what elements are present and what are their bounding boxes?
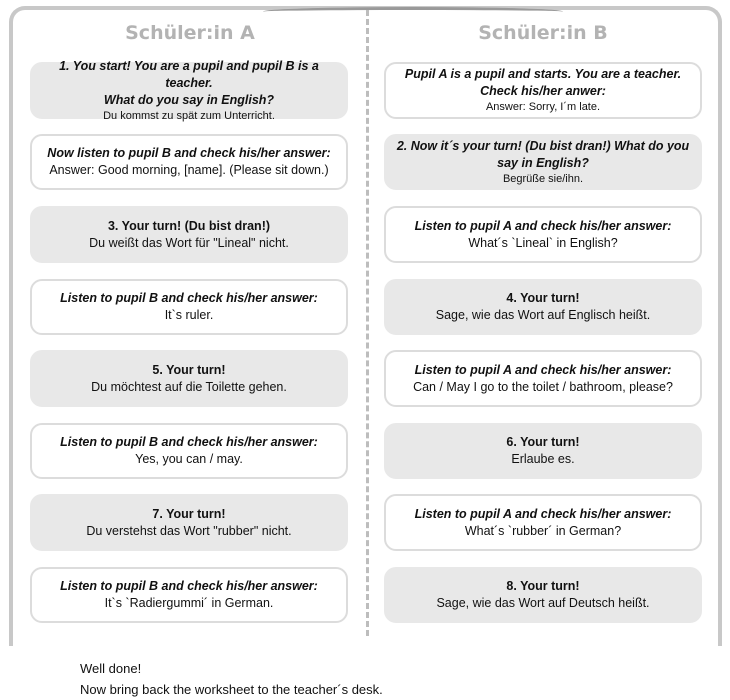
card-text: Du kommst zu spät zum Unterricht. [103, 109, 275, 122]
card-text: Begrüße sie/ihn. [502, 172, 584, 185]
card-a-8 [30, 567, 348, 623]
card-text: It`s `Radiergummi´ in German. [104, 596, 274, 610]
column-a-title: Schüler:in A [125, 22, 255, 44]
card-turn: 5. Your turn! [152, 362, 226, 377]
card-b-2 [384, 134, 702, 190]
card-text: It`s ruler. [164, 308, 214, 322]
card-a-7 [30, 494, 348, 551]
card-text: Erlaube es. [511, 452, 575, 466]
card-instruction: Listen to pupil B and check his/her answer: [60, 579, 318, 593]
card-instruction: Listen to pupil B and check his/her answer: [60, 291, 318, 305]
footer-praise: Well done! [80, 661, 142, 676]
card-text: Du möchtest auf die Toilette gehen. [91, 379, 287, 394]
card-instruction: Check his/her anwer: [480, 84, 606, 98]
card-text: Sage, wie das Wort auf Deutsch heißt. [436, 596, 650, 610]
title-decoration [263, 7, 563, 16]
card-a-2 [30, 134, 348, 190]
card-a-6 [30, 423, 348, 479]
column-divider [366, 10, 369, 636]
card-text: Answer: Good morning, [name]. (Please sit down.) [49, 163, 329, 177]
card-turn: 3. Your turn! (Du bist dran!) [107, 218, 271, 233]
card-instruction: 1. You start! You are a pupil and pupil B is a teacher. [59, 58, 319, 90]
card-b-4 [384, 279, 702, 335]
card-a-5 [30, 350, 348, 407]
card-text: What´s `rubber´ in German? [464, 523, 622, 538]
card-text: Can / May I go to the toilet / bathroom, please? [413, 379, 673, 394]
card-a-4 [30, 279, 348, 335]
card-instruction: Listen to pupil A and check his/her answer: [414, 506, 672, 521]
card-turn: 7. Your turn! [152, 506, 226, 521]
card-instruction: Listen to pupil A and check his/her answer: [414, 218, 672, 233]
card-b-3 [384, 206, 702, 263]
card-text: Answer: Sorry, I´m late. [485, 101, 601, 113]
card-instruction: Listen to pupil B and check his/her answer: [60, 435, 318, 449]
card-b-5 [384, 350, 702, 407]
card-text: Sage, wie das Wort auf Englisch heißt. [435, 308, 651, 322]
card-turn: 6. Your turn! [506, 435, 580, 449]
card-instruction: Listen to pupil A and check his/her answer: [414, 362, 672, 377]
footer-instruction: Now bring back the worksheet to the teacher´s desk. [80, 682, 383, 697]
card-instruction: 2. Now it´s your turn! (Du bist dran!) What do you [396, 138, 690, 153]
card-text: Yes, you can / may. [135, 452, 243, 466]
card-text: Du verstehst das Wort "rubber" nicht. [86, 523, 292, 538]
card-turn: 4. Your turn! [506, 291, 580, 305]
column-b-title: Schüler:in B [478, 22, 608, 44]
card-b-7 [384, 494, 702, 551]
card-instruction: Now listen to pupil B and check his/her answer: [47, 146, 331, 160]
card-text: What´s `Lineal` in English? [468, 235, 618, 250]
card-b-8 [384, 567, 702, 623]
card-text: Du weißt das Wort für "Lineal" nicht. [89, 235, 289, 250]
card-b-1 [384, 62, 702, 119]
card-b-6 [384, 423, 702, 479]
card-instruction: What do you say in English? [103, 92, 275, 107]
card-turn: 8. Your turn! [506, 579, 580, 593]
card-a-1 [30, 58, 348, 122]
card-a-3 [30, 206, 348, 263]
card-instruction: say in English? [497, 155, 589, 170]
card-instruction: Pupil A is a pupil and starts. You are a teacher. [404, 67, 682, 81]
